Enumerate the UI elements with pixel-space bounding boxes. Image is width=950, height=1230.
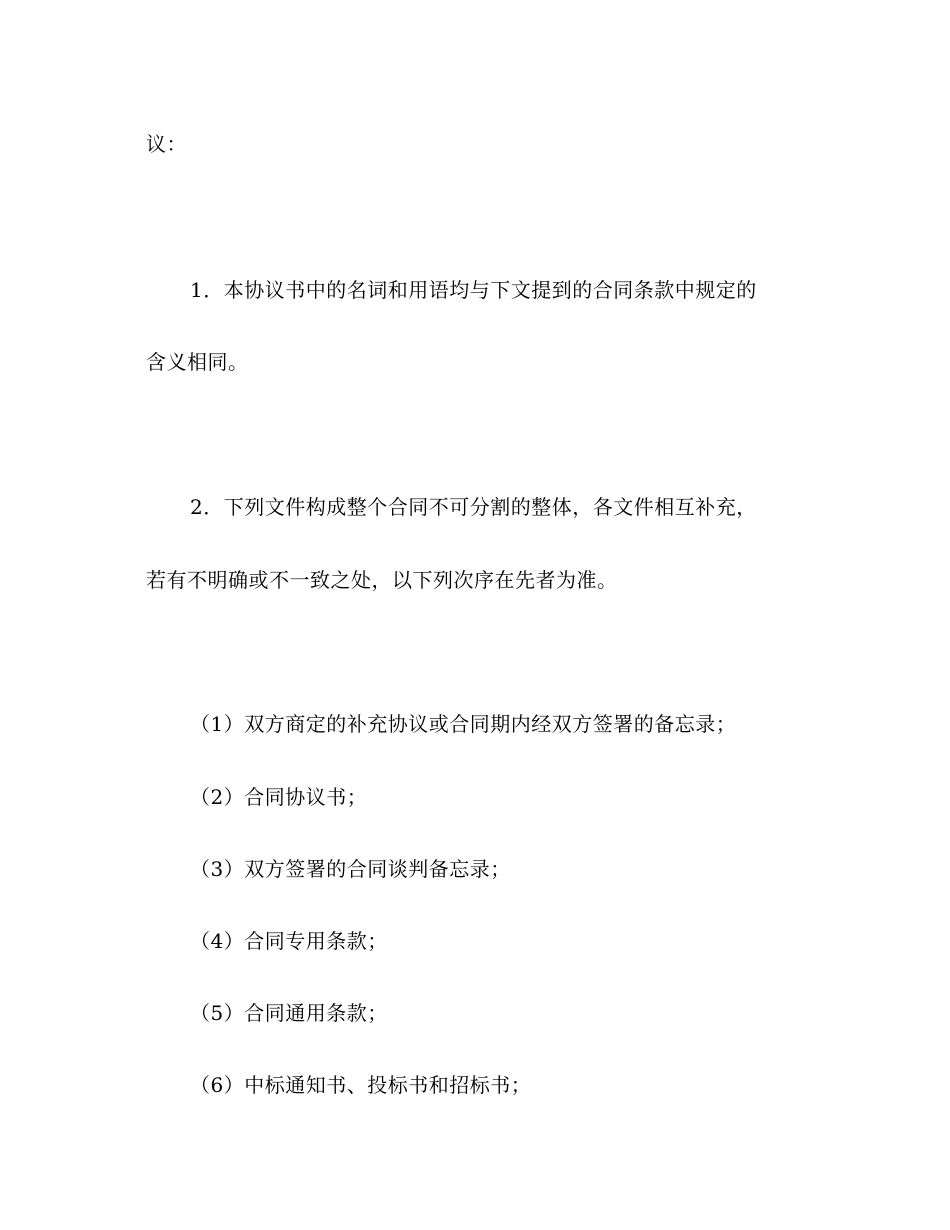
list-item-1: （1）双方商定的补充协议或合同期内经双方签署的备忘录； bbox=[190, 712, 737, 736]
list-item-6: （6）中标通知书、投标书和招标书； bbox=[190, 1073, 532, 1097]
paragraph-continuation: 议： bbox=[146, 132, 187, 156]
list-item-3: （3）双方签署的合同谈判备忘录； bbox=[190, 857, 511, 881]
list-item-4: （4）合同专用条款； bbox=[190, 929, 388, 953]
clause-2-line-1: 2．下列文件构成整个合同不可分割的整体，各文件相互补充， bbox=[190, 495, 757, 519]
list-item-5: （5）合同通用条款； bbox=[190, 1001, 388, 1025]
clause-1-line-2: 含义相同。 bbox=[146, 350, 249, 374]
clause-1-line-1: 1．本协议书中的名词和用语均与下文提到的合同条款中规定的 bbox=[190, 278, 757, 302]
clause-2-line-2: 若有不明确或不一致之处，以下列次序在先者为准。 bbox=[146, 568, 618, 592]
list-item-2: （2）合同协议书； bbox=[190, 785, 368, 809]
